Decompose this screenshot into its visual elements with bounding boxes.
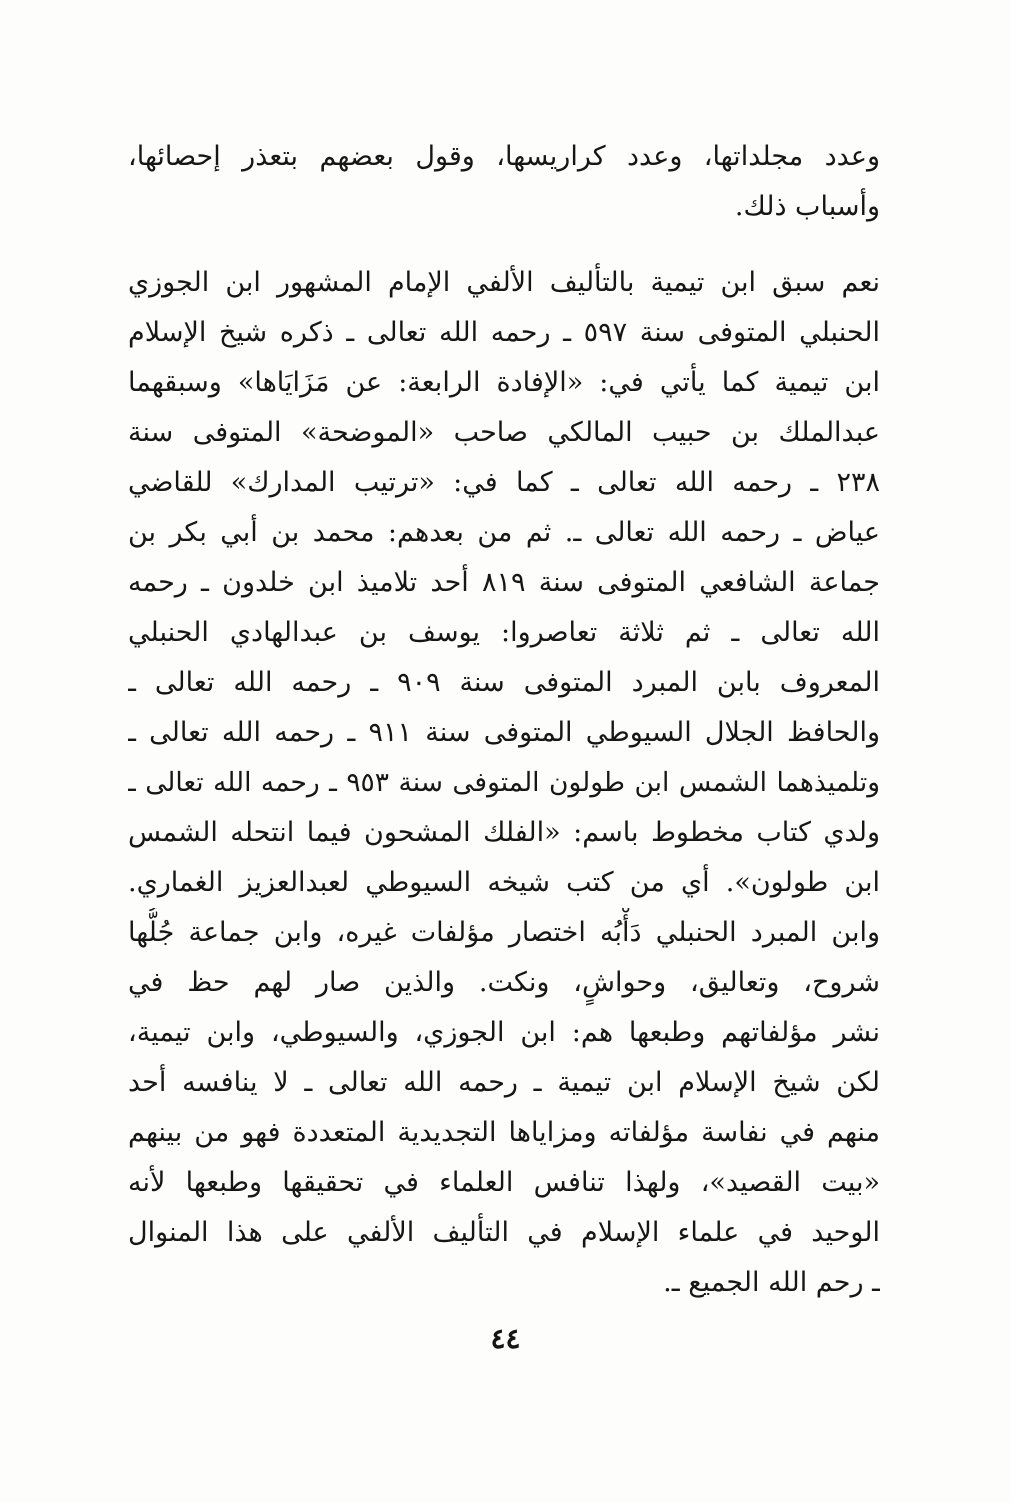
text-line: ابن طولون». أي من كتب شيخه السيوطي لعبدالعزيز الغماري. [128, 867, 880, 898]
page-number: ٤٤ [490, 1322, 521, 1355]
text-line: ـ رحم الله الجميع ـ. [663, 1267, 880, 1298]
text-line: والحافظ الجلال السيوطي المتوفى سنة ٩١١ ـ رحمه الله تعالى ـ [128, 717, 880, 748]
text-line: لكن شيخ الإسلام ابن تيمية ـ رحمه الله تعالى ـ لا ينافسه أحد [128, 1067, 880, 1098]
text-line: جماعة الشافعي المتوفى سنة ٨١٩ أحد تلاميذ ابن خلدون ـ رحمه [128, 567, 880, 598]
text-line: ٢٣٨ ـ رحمه الله تعالى ـ كما في: «ترتيب المدارك» للقاضي [128, 467, 880, 498]
text-line: الحنبلي المتوفى سنة ٥٩٧ ـ رحمه الله تعالى ـ ذكره شيخ الإسلام [128, 317, 880, 348]
text-line: المعروف بابن المبرد المتوفى سنة ٩٠٩ ـ رحمه الله تعالى ـ [128, 667, 880, 698]
text-line: وابن المبرد الحنبلي دَأْبُه اختصار مؤلفات غيره، وابن جماعة جُلُّها [128, 917, 880, 948]
text-line: نعم سبق ابن تيمية بالتأليف الألفي الإمام المشهور ابن الجوزي [128, 267, 880, 298]
text-line: ابن تيمية كما يأتي في: «الإفادة الرابعة: عن مَزَايَاها» وسبقهما [128, 367, 880, 398]
text-line: الوحيد في علماء الإسلام في التأليف الألفي على هذا المنوال [128, 1217, 880, 1248]
text-line: عياض ـ رحمه الله تعالى ـ. ثم من بعدهم: محمد بن أبي بكر بن [128, 517, 880, 548]
text-line: ولدي كتاب مخطوط باسم: «الفلك المشحون فيما انتحله الشمس [128, 817, 880, 848]
text-line: الله تعالى ـ ثم ثلاثة تعاصروا: يوسف بن عبدالهادي الحنبلي [128, 617, 880, 648]
text-line: «بيت القصيد»، ولهذا تنافس العلماء في تحقيقها وطبعها لأنه [128, 1167, 880, 1198]
text-line: وتلميذهما الشمس ابن طولون المتوفى سنة ٩٥٣ ـ رحمه الله تعالى ـ [128, 767, 880, 798]
paragraph-2 [128, 258, 880, 1308]
text-line: نشر مؤلفاتهم وطبعها هم: ابن الجوزي، والسيوطي، وابن تيمية، [128, 1017, 880, 1048]
text-line: عبدالملك بن حبيب المالكي صاحب «الموضحة» المتوفى سنة [128, 417, 880, 448]
text-line: منهم في نفاسة مؤلفاته ومزاياها التجديدية المتعددة فهو من بينهم [128, 1117, 880, 1148]
text-line: شروح، وتعاليق، وحواشٍ، ونكت. والذين صار لهم حظ في [128, 967, 880, 998]
paragraph-1 [128, 132, 880, 232]
text-line: وأسباب ذلك. [734, 191, 880, 222]
text-line: وعدد مجلداتها، وعدد كراريسها، وقول بعضهم بتعذر إحصائها، [128, 141, 880, 172]
